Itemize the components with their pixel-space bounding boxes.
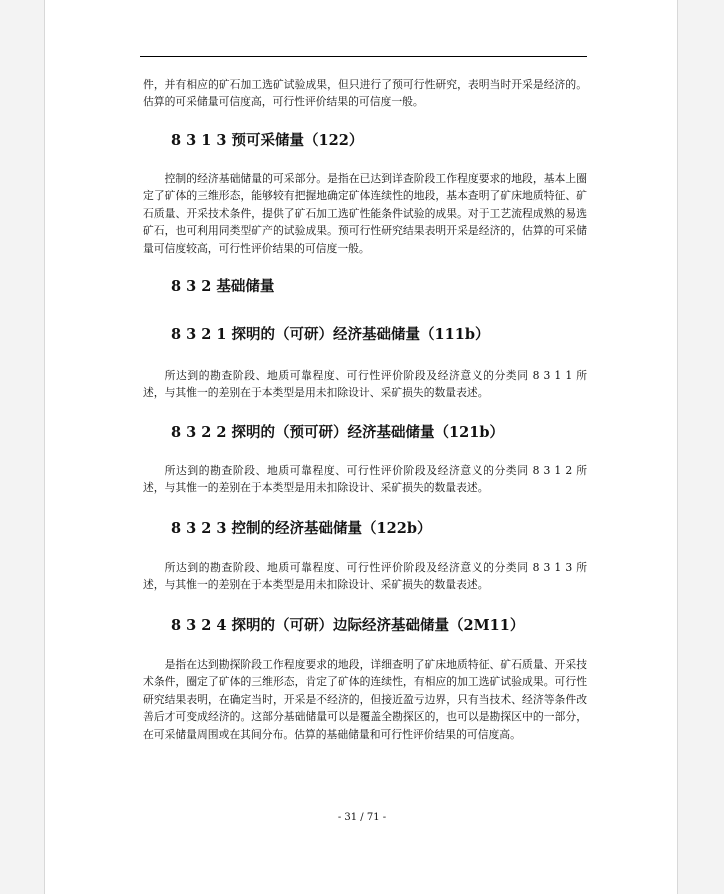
paragraph-8322: 所达到的勘查阶段、地质可靠程度、可行性评价阶段及经济意义的分类同 8 3 1 2 所述，与其惟一的差别在于本类型是用未扣除设计、采矿损失的数量表述。 [143, 464, 587, 495]
document-page [44, 0, 678, 894]
heading-832: 8 3 2 基础储量 [171, 278, 275, 295]
paragraph-intro: 件，并有相应的矿石加工选矿试验成果，但只进行了预可行性研究，表明当时开采是经济的。估算的可采储量可信度高，可行性评价结果的可信度一般。 [143, 78, 587, 109]
heading-8313: 8 3 1 3 预可采储量（122） [171, 132, 364, 149]
header-rule [140, 56, 587, 57]
paragraph-8321: 所达到的勘查阶段、地质可靠程度、可行性评价阶段及经济意义的分类同 8 3 1 1 所述，与其惟一的差别在于本类型是用未扣除设计、采矿损失的数量表述。 [143, 369, 587, 400]
heading-8321: 8 3 2 1 探明的（可研）经济基础储量（111b） [171, 326, 490, 343]
heading-8324: 8 3 2 4 探明的（可研）边际经济基础储量（2M11） [171, 617, 525, 634]
paragraph-8323: 所达到的勘查阶段、地质可靠程度、可行性评价阶段及经济意义的分类同 8 3 1 3 所述，与其惟一的差别在于本类型是用未扣除设计、采矿损失的数量表述。 [143, 561, 587, 592]
heading-8323: 8 3 2 3 控制的经济基础储量（122b） [171, 520, 432, 537]
paragraph-8324: 是指在达到勘探阶段工作程度要求的地段，详细查明了矿床地质特征、矿石质量、开采技术条件，圈定了矿体的三维形态，肯定了矿体的连续性，有相应的加工选矿试验成果。可行性研究结果表明，在确定当时，开采是不经济的，但接近盈亏边界，只有当技术、经济等条件改善后才可变成经济的。这部分基础储量可以是覆盖全勘探区的，也可以是勘探区中的一部分，在可采储量周围或在其间分布。估算的基础储量和可行性评价结果的可信度高。 [143, 658, 587, 741]
paragraph-8313: 控制的经济基础储量的可采部分。是指在已达到详查阶段工作程度要求的地段，基本上圈定了矿体的三维形态，能够较有把握地确定矿体连续性的地段，基本查明了矿床地质特征、矿石质量、开采技术条件，提供了矿石加工选矿性能条件试验的成果。对于工艺流程成熟的易选矿石，也可利用同类型矿产的试验成果。预可行性研究结果表明开采是经济的，估算的可采储量可信度较高，可行性评价结果的可信度一般。 [143, 172, 587, 255]
page-number: - 31 / 71 - [337, 812, 387, 823]
heading-8322: 8 3 2 2 探明的（预可研）经济基础储量（121b） [171, 424, 504, 441]
